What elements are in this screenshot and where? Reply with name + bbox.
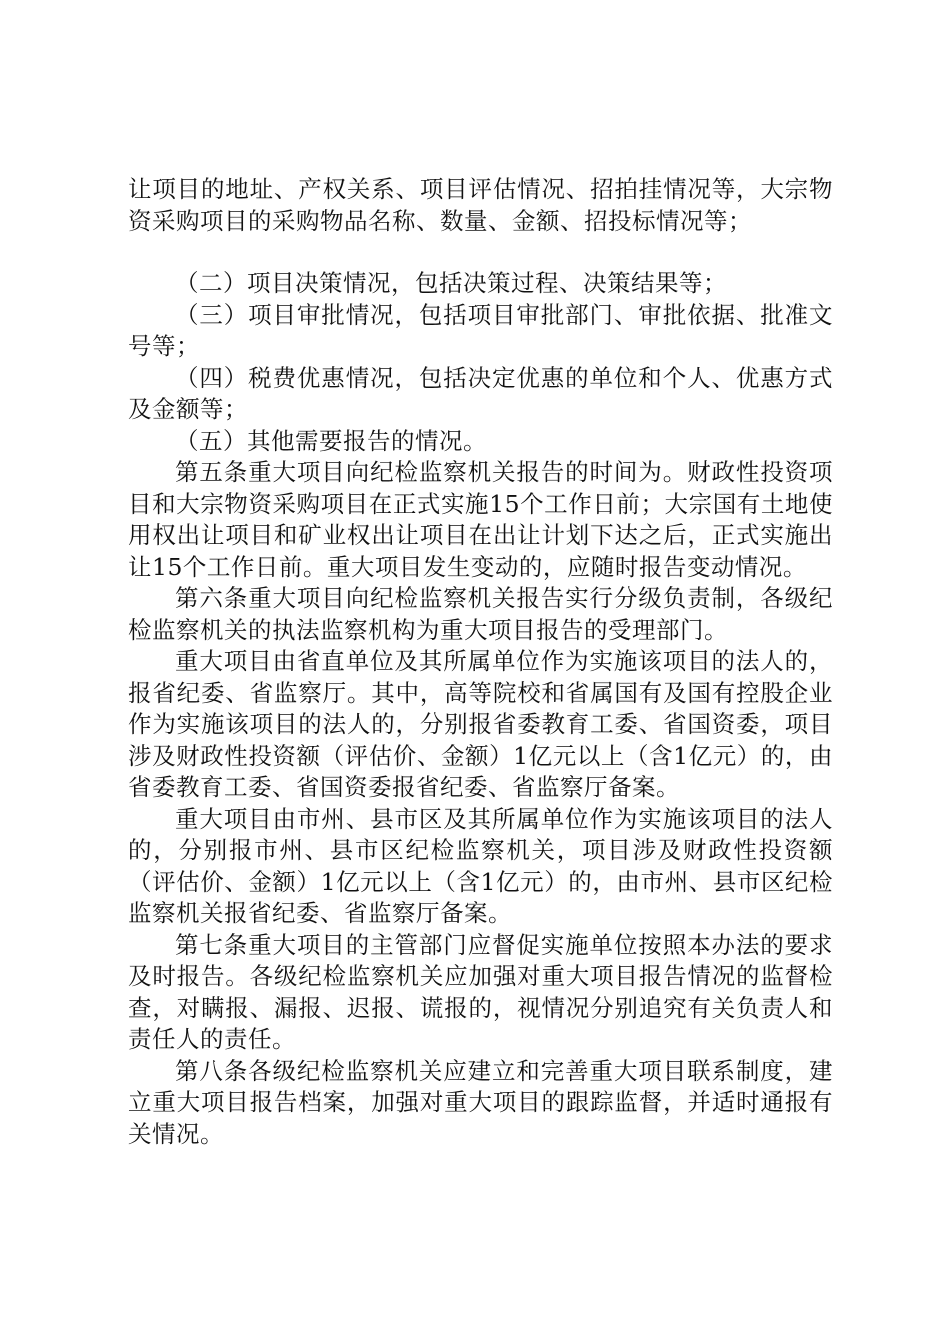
paragraph-item-5: （五）其他需要报告的情况。 [175,426,487,455]
article-5: 第五条重大项目向纪检监察机关报告的时间为。财政性投资项目和大宗物资采购项目在正式实施15个工作日前；大宗国有土地使用权出让项目和矿业权出让项目在出让计划下达之后，正式实施出让15个工作日前。重大项目发生变动的，应随时报告变动情况。 [128,458,833,581]
paragraph-item-2: （二）项目决策情况，包括决策过程、决策结果等； [175,269,727,297]
paragraph-continuation: 让项目的地址、产权关系、项目评估情况、招拍挂情况等，大宗物资采购项目的采购物品名称、数量、金额、招投标情况等； [128,175,833,235]
paragraph-item-4: （四）税费优惠情况，包括决定优惠的单位和个人、优惠方式及金额等； [128,363,833,423]
document-body [128,174,833,1150]
article-6-provincial: 重大项目由省直单位及其所属单位作为实施该项目的法人的，报省纪委、省监察厅。其中，高等院校和省属国有及国有控股企业作为实施该项目的法人的，分别报省委教育工委、省国资委，项目涉及财政性投资额（评估价、金额）1亿元以上（含1亿元）的，由省委教育工委、省国资委报省纪委、省监察厅备案。 [128,647,833,801]
article-6: 第六条重大项目向纪检监察机关报告实行分级负责制，各级纪检监察机关的执法监察机构为重大项目报告的受理部门。 [128,584,833,644]
article-6-municipal: 重大项目由市州、县市区及其所属单位作为实施该项目的法人的，分别报市州、县市区纪检监察机关，项目涉及财政性投资额（评估价、金额）1亿元以上（含1亿元）的，由市州、县市区纪检监察机关报省纪委、省监察厅备案。 [128,804,833,927]
paragraph-item-3: （三）项目审批情况，包括项目审批部门、审批依据、批准文号等； [128,300,833,360]
article-8: 第八条各级纪检监察机关应建立和完善重大项目联系制度，建立重大项目报告档案，加强对重大项目的跟踪监督，并适时通报有关情况。 [128,1056,833,1148]
article-7: 第七条重大项目的主管部门应督促实施单位按照本办法的要求及时报告。各级纪检监察机关应加强对重大项目报告情况的监督检查，对瞒报、漏报、迟报、谎报的，视情况分别追究有关负责人和责任人的责任。 [128,930,833,1053]
